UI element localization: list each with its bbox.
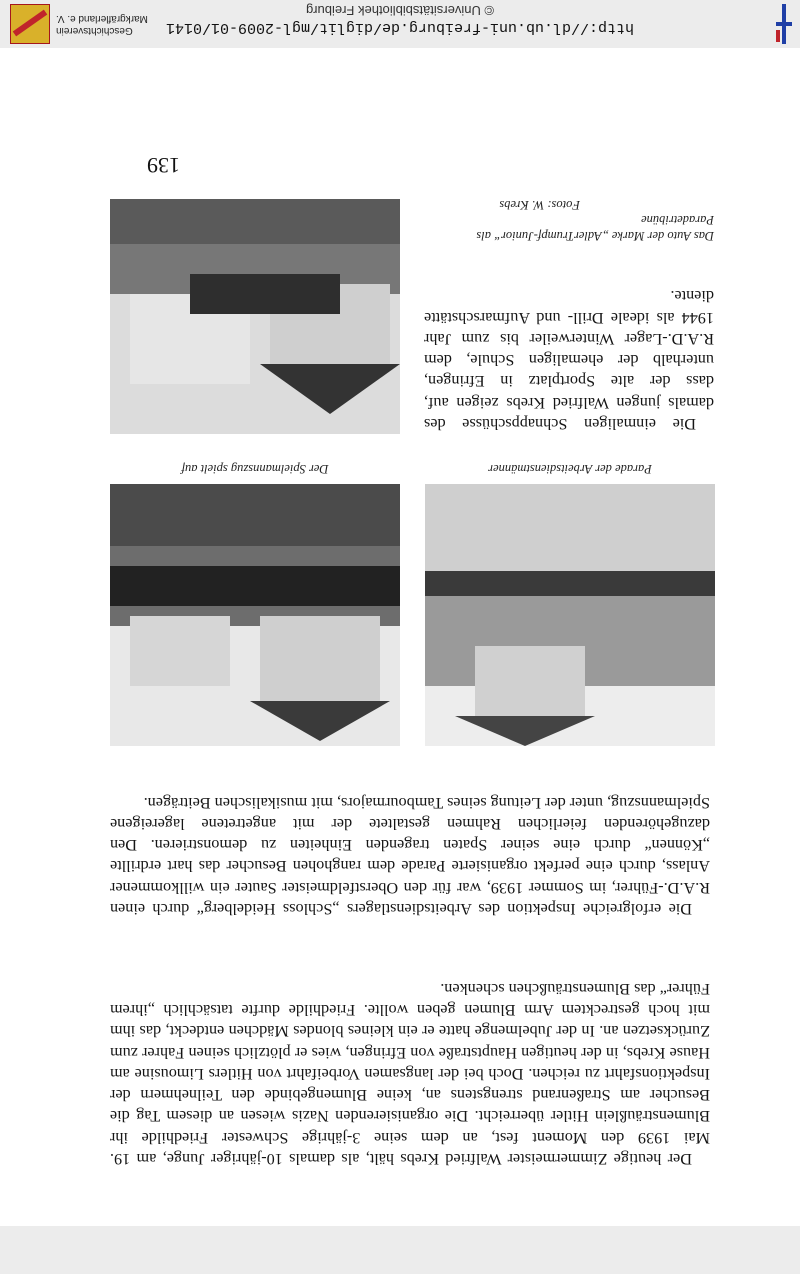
verein-line1: Geschichtsverein	[56, 25, 133, 36]
photo-parade	[425, 484, 715, 746]
bottom-toolbar	[0, 1226, 800, 1274]
side-paragraph	[424, 285, 714, 434]
caption-spielmannszug: Der Spielmannszug spielt auf	[181, 462, 329, 476]
photo-spielmannszug	[110, 484, 400, 746]
side-paragraph-text: Die einmaligen Schnappschüsse des damals jungen Walfried Krebs zeigen auf, dass der alte Sportplatz in Efringen, unterhalb der ehemaligen Schule, dem R.A.D.-Lager Winterweiler bis zum Jahr 1944 als ideale Drill- und Aufmarschstätte diente.	[424, 287, 714, 433]
caption-auto: Das Auto der Marke „AdlerTrumpf-Junior“ als Paradetribüne	[476, 213, 714, 243]
paragraph-2	[110, 791, 710, 919]
verein-label	[56, 12, 170, 36]
coat-of-arms-icon[interactable]	[10, 4, 50, 44]
paragraph-2-text: Die erfolgreiche Inspektion des Arbeitsdienstlagers „Schloss Heidelberg“ durch einen R.A.D.-Führer, im Sommer 1939, war für den Oberstfeldmeister Sauter ein willkommener Anlass, durch eine perfekt organisierte Parade dem ranghohen Besucher das hart erdrillte „Können“ durch eine seiner Spaten tragenden Einheiten zu demonstrieren. Den dazugehörenden feierlichen Rahmen gestaltete der mit angetretene lagereigene Spielmannszug, unter der Leitung seines Tambourmajors, mit musikalischen Beiträgen.	[110, 793, 710, 918]
page-number: 139	[147, 153, 180, 178]
library-logo-icon[interactable]	[776, 4, 792, 44]
copyright-text: © Universitätsbibliothek Freiburg	[305, 3, 495, 18]
photo-credit: Fotos: W. Krebs	[499, 198, 580, 212]
paragraph-1-text: Der heutige Zimmermeister Walfried Krebs hält, als damals 10-jähriger Junge, am 19. Mai 1939 den Moment fest, an dem seine 3-jährige Schwester Friedhilde ihr Blumensträußlein Hitler überreicht. Die organisierenden Nazis wiesen an diesem Tag die Besucher am Straßenrand strengstens an, keine Blumengebinde den Teilnehmern der Inspektionsfahrt zu reichen. Doch bei der langsamen Vorbeifahrt von Hitlers Limousine am Hause Krebs, in der heutigen Hauptstraße von Efringen, wies er plötzlich seinen Fahrer zum Zurücksetzen an. In der Jubelmenge hatte er ein kleines blondes Mädchen entdeckt, das ihm mit hoch gestrecktem Arm Blumen geben wollte. Friedhilde durfte tatsächlich „ihrem Führer“ das Blumensträußchen schenken.	[110, 979, 710, 1168]
paragraph-1	[110, 977, 710, 1169]
caption-parade: Parade der Arbeitsdienstmänner	[488, 462, 652, 476]
photo-auto	[110, 199, 400, 434]
document-url[interactable]: http://dl.ub.uni-freiburg.de/diglit/mgl-2009-01/0141	[165, 19, 635, 36]
verein-line2: Markgräflerland e. V.	[56, 13, 148, 24]
